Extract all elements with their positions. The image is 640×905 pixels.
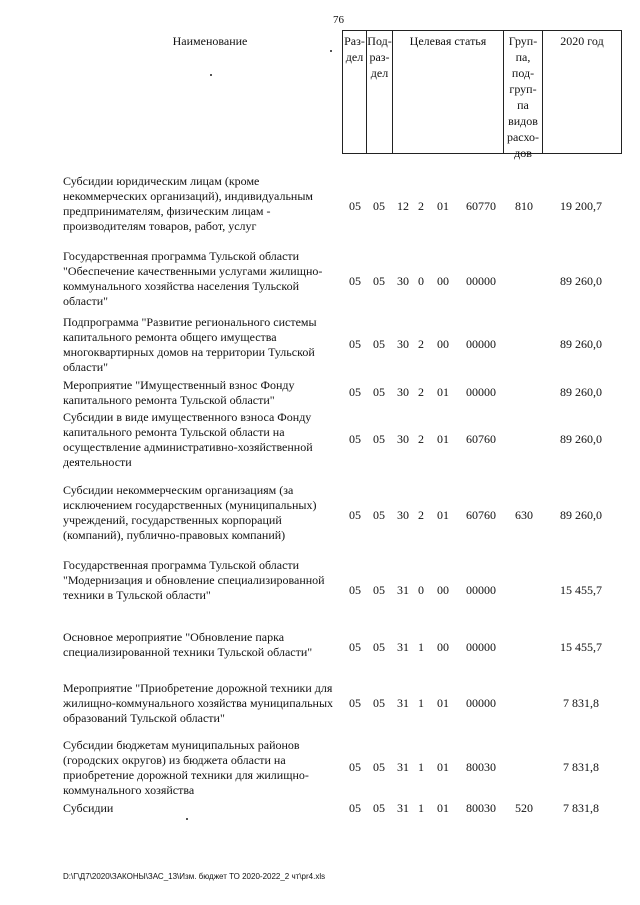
header-name: Наименование bbox=[172, 34, 248, 48]
row-code-a: 31 bbox=[397, 640, 409, 654]
row-podrazdel: 05 bbox=[373, 583, 385, 597]
row-code-d: 60760 bbox=[466, 432, 496, 446]
row-razdel: 05 bbox=[349, 199, 361, 213]
row-code-c: 00 bbox=[437, 583, 449, 597]
header-target: Целевая статья bbox=[409, 34, 487, 48]
row-code-b: 1 bbox=[418, 760, 424, 774]
row-code-b: 0 bbox=[418, 274, 424, 288]
row-amount: 89 260,0 bbox=[560, 432, 602, 446]
row-amount: 89 260,0 bbox=[560, 274, 602, 288]
row-code-a: 30 bbox=[397, 274, 409, 288]
row-podrazdel: 05 bbox=[373, 696, 385, 710]
row-razdel: 05 bbox=[349, 696, 361, 710]
row-podrazdel: 05 bbox=[373, 508, 385, 522]
row-code-a: 31 bbox=[397, 583, 409, 597]
row-code-b: 1 bbox=[418, 696, 424, 710]
row-code-c: 01 bbox=[437, 696, 449, 710]
row-code-c: 01 bbox=[437, 199, 449, 213]
row-code-c: 00 bbox=[437, 640, 449, 654]
row-code-c: 00 bbox=[437, 274, 449, 288]
row-podrazdel: 05 bbox=[373, 385, 385, 399]
row-code-a: 30 bbox=[397, 432, 409, 446]
row-code-d: 80030 bbox=[466, 760, 496, 774]
row-code-c: 01 bbox=[437, 508, 449, 522]
row-name: Государственная программа Тульской области "Обеспечение качественными услугами жилищно-коммунального хозяйства населения Тульской области" bbox=[63, 249, 323, 308]
row-name: Мероприятие "Приобретение дорожной техники для жилищно-коммунального хозяйства муниципальных образований Тульской области" bbox=[63, 681, 334, 725]
row-code-a: 12 bbox=[397, 199, 409, 213]
row-code-d: 80030 bbox=[466, 801, 496, 815]
row-code-b: 2 bbox=[418, 432, 424, 446]
row-code-a: 30 bbox=[397, 385, 409, 399]
header-year: 2020 год bbox=[560, 34, 604, 48]
row-code-d: 00000 bbox=[466, 385, 496, 399]
row-amount: 89 260,0 bbox=[560, 385, 602, 399]
col-divider bbox=[542, 30, 543, 154]
row-code-c: 01 bbox=[437, 432, 449, 446]
row-podrazdel: 05 bbox=[373, 199, 385, 213]
row-group: 810 bbox=[515, 199, 533, 213]
row-code-d: 00000 bbox=[466, 696, 496, 710]
row-name: Субсидии bbox=[63, 801, 114, 815]
row-podrazdel: 05 bbox=[373, 432, 385, 446]
header-razdel: Раз- дел bbox=[344, 34, 365, 64]
row-code-c: 01 bbox=[437, 760, 449, 774]
row-amount: 15 455,7 bbox=[560, 583, 602, 597]
row-amount: 7 831,8 bbox=[563, 801, 599, 815]
row-code-d: 00000 bbox=[466, 274, 496, 288]
header-podrazdel: Под- раз- дел bbox=[367, 34, 392, 80]
row-name: Основное мероприятие "Обновление парка специализированной техники Тульской области" bbox=[63, 630, 313, 659]
row-razdel: 05 bbox=[349, 760, 361, 774]
row-code-a: 30 bbox=[397, 337, 409, 351]
row-name: Субсидии юридическим лицам (кроме некоммерческих организаций), индивидуальным предпринимателям, физическим лицам - производителям товаров, работ, услуг bbox=[63, 174, 313, 233]
row-amount: 7 831,8 bbox=[563, 760, 599, 774]
row-code-d: 00000 bbox=[466, 583, 496, 597]
row-code-b: 2 bbox=[418, 385, 424, 399]
row-podrazdel: 05 bbox=[373, 274, 385, 288]
row-code-d: 00000 bbox=[466, 640, 496, 654]
row-code-b: 2 bbox=[418, 508, 424, 522]
row-name: Субсидии некоммерческим организациям (за исключением государственных (муниципальных) учреждений, государственных корпораций (компаний), публично-правовых компаний) bbox=[63, 483, 317, 542]
row-razdel: 05 bbox=[349, 385, 361, 399]
row-razdel: 05 bbox=[349, 583, 361, 597]
row-code-d: 60760 bbox=[466, 508, 496, 522]
row-code-b: 2 bbox=[418, 337, 424, 351]
file-path-footer: D:\Г\Д7\2020\ЗАКОНЫ\ЗАС_13\Изм. бюджет ТО 2020-2022_2 чт\pr4.xls bbox=[63, 872, 326, 881]
row-code-d: 00000 bbox=[466, 337, 496, 351]
row-name: Субсидии в виде имущественного взноса Фонду капитального ремонта Тульской области на осуществление административно-хозяйственной деятельности bbox=[63, 410, 313, 469]
row-amount: 15 455,7 bbox=[560, 640, 602, 654]
row-group: 520 bbox=[515, 801, 533, 815]
row-code-b: 0 bbox=[418, 583, 424, 597]
row-razdel: 05 bbox=[349, 432, 361, 446]
header-group: Груп- па, под- груп- па видов расхо- дов bbox=[506, 34, 540, 160]
row-amount: 89 260,0 bbox=[560, 508, 602, 522]
row-amount: 19 200,7 bbox=[560, 199, 602, 213]
row-code-b: 1 bbox=[418, 801, 424, 815]
row-code-c: 01 bbox=[437, 801, 449, 815]
row-code-a: 31 bbox=[397, 801, 409, 815]
row-name: Субсидии бюджетам муниципальных районов (городских округов) из бюджета области на приобретение дорожной техники для жилищно-коммунального хозяйства bbox=[63, 738, 309, 797]
row-name: Мероприятие "Имущественный взнос Фонду капитального ремонта Тульской области" bbox=[63, 378, 295, 407]
row-podrazdel: 05 bbox=[373, 640, 385, 654]
header-bottom-border bbox=[342, 153, 622, 154]
row-name: Государственная программа Тульской области "Модернизация и обновление специализированной техники в Тульской области" bbox=[63, 558, 325, 602]
col-divider bbox=[621, 30, 622, 154]
row-code-a: 31 bbox=[397, 696, 409, 710]
row-amount: 7 831,8 bbox=[563, 696, 599, 710]
col-divider bbox=[392, 30, 393, 154]
row-code-a: 30 bbox=[397, 508, 409, 522]
row-razdel: 05 bbox=[349, 801, 361, 815]
header-top-border bbox=[342, 30, 622, 31]
scan-speck bbox=[186, 818, 188, 820]
page-number: 76 bbox=[333, 14, 344, 26]
row-razdel: 05 bbox=[349, 508, 361, 522]
row-podrazdel: 05 bbox=[373, 760, 385, 774]
row-code-a: 31 bbox=[397, 760, 409, 774]
row-code-d: 60770 bbox=[466, 199, 496, 213]
scan-speck bbox=[210, 74, 212, 76]
row-podrazdel: 05 bbox=[373, 801, 385, 815]
row-name: Подпрограмма "Развитие регионального системы капитального ремонта общего имущества многоквартирных домов на территории Тульской области" bbox=[63, 315, 317, 374]
row-razdel: 05 bbox=[349, 337, 361, 351]
row-amount: 89 260,0 bbox=[560, 337, 602, 351]
row-razdel: 05 bbox=[349, 274, 361, 288]
row-podrazdel: 05 bbox=[373, 337, 385, 351]
row-code-c: 00 bbox=[437, 337, 449, 351]
row-code-c: 01 bbox=[437, 385, 449, 399]
row-code-b: 1 bbox=[418, 640, 424, 654]
row-razdel: 05 bbox=[349, 640, 361, 654]
row-code-b: 2 bbox=[418, 199, 424, 213]
row-group: 630 bbox=[515, 508, 533, 522]
scan-speck bbox=[330, 50, 332, 52]
